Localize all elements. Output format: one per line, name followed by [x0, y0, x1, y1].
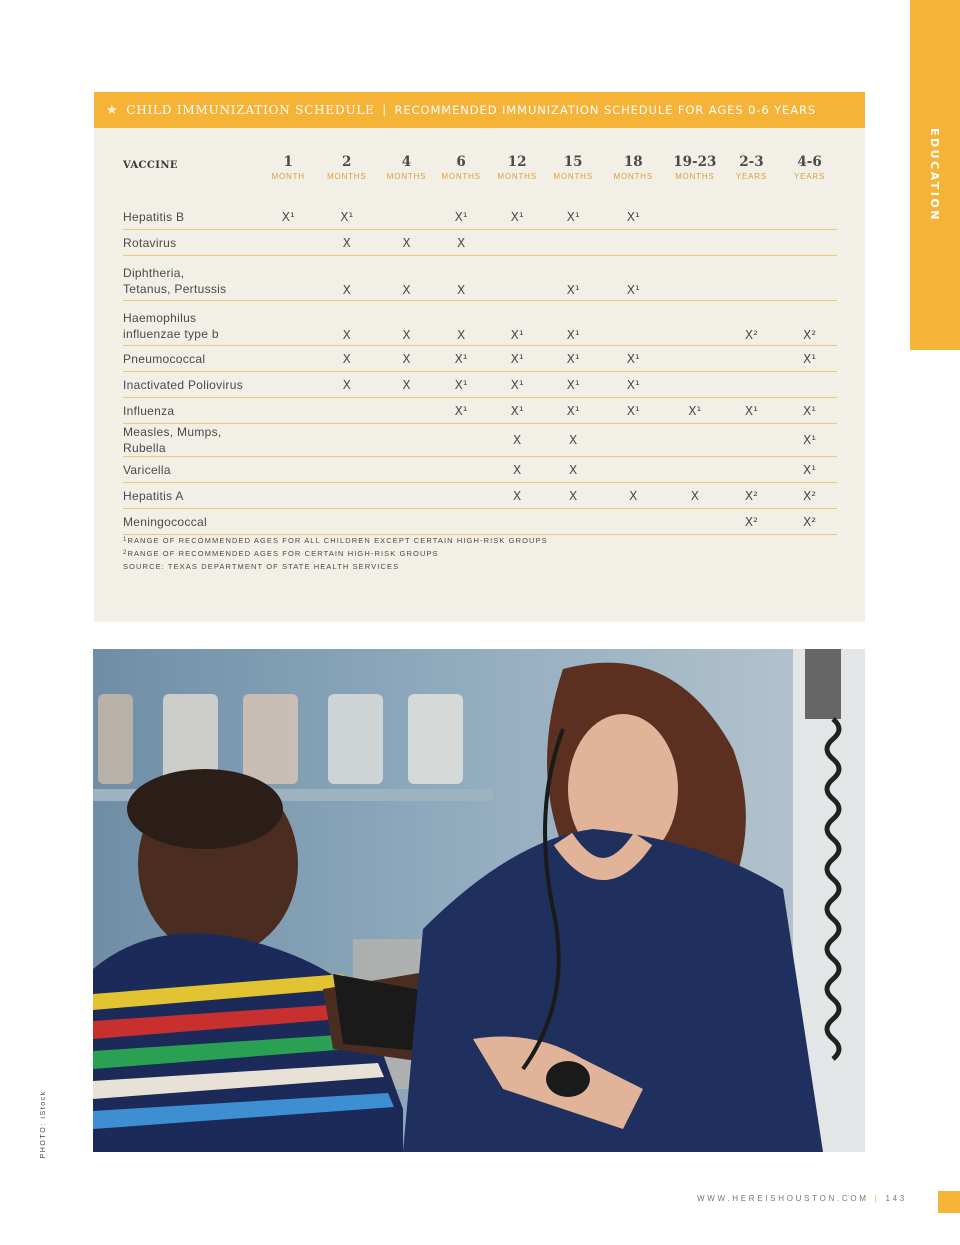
schedule-cell: X [376, 372, 436, 398]
schedule-cell: X [317, 256, 376, 301]
schedule-cell: X¹ [721, 398, 782, 424]
schedule-cell: X² [721, 509, 782, 535]
column-unit: MONTH [271, 172, 305, 181]
column-unit: MONTHS [497, 172, 537, 181]
schedule-cell [598, 509, 669, 535]
vaccine-name: Pneumococcal [123, 346, 259, 372]
column-header [376, 154, 436, 204]
schedule-cell [259, 256, 317, 301]
schedule-cell: X¹ [486, 301, 549, 346]
schedule-cell: X¹ [437, 372, 486, 398]
schedule-cell [598, 301, 669, 346]
schedule-cell [259, 372, 317, 398]
column-unit: YEARS [735, 172, 767, 181]
schedule-cell [721, 424, 782, 457]
schedule-cell: X [317, 372, 376, 398]
schedule-cell [376, 483, 436, 509]
table-row [123, 509, 837, 535]
schedule-cell [669, 256, 721, 301]
column-header [598, 154, 669, 204]
photo-illustration [93, 649, 865, 1152]
table-row [123, 230, 837, 256]
column-unit: MONTHS [327, 172, 367, 181]
panel-banner [94, 92, 865, 128]
column-unit: MONTHS [441, 172, 481, 181]
vaccine-name: Hepatitis B [123, 204, 259, 230]
schedule-cell: X¹ [549, 372, 598, 398]
schedule-cell: X [549, 457, 598, 483]
schedule-cell: X² [782, 483, 837, 509]
schedule-cell: X¹ [782, 398, 837, 424]
schedule-cell: X [549, 483, 598, 509]
table-row [123, 398, 837, 424]
schedule-cell [437, 424, 486, 457]
schedule-cell: X [437, 256, 486, 301]
schedule-cell [669, 230, 721, 256]
column-unit: MONTHS [613, 172, 653, 181]
vaccine-name: Measles, Mumps, Rubella [123, 424, 259, 457]
corner-accent [938, 1191, 960, 1213]
schedule-cell: X [669, 483, 721, 509]
column-header [486, 154, 549, 204]
column-age: 6 [456, 154, 466, 170]
schedule-cell [259, 346, 317, 372]
schedule-cell [669, 204, 721, 230]
schedule-cell: X¹ [549, 301, 598, 346]
table-row [123, 483, 837, 509]
vaccine-name: Haemophilus influenzae type b [123, 301, 259, 346]
vaccine-name: Diphtheria, Tetanus, Pertussis [123, 256, 259, 301]
schedule-cell [317, 509, 376, 535]
schedule-cell [376, 204, 436, 230]
schedule-cell [782, 204, 837, 230]
schedule-cell [486, 256, 549, 301]
table-row [123, 372, 837, 398]
vaccine-column-header: VACCINE [123, 160, 178, 171]
schedule-cell [669, 301, 721, 346]
column-header [549, 154, 598, 204]
banner-title: CHILD IMMUNIZATION SCHEDULE [126, 103, 375, 117]
vaccine-name: Varicella [123, 457, 259, 483]
schedule-cell: X¹ [486, 346, 549, 372]
schedule-cell [486, 230, 549, 256]
schedule-cell [376, 509, 436, 535]
schedule-cell: X¹ [598, 256, 669, 301]
footnotes [123, 534, 548, 573]
vaccine-name: Meningococcal [123, 509, 259, 535]
column-age: 2 [342, 154, 352, 170]
schedule-cell [549, 509, 598, 535]
schedule-cell: X¹ [782, 346, 837, 372]
schedule-cell: X [549, 424, 598, 457]
schedule-cell [259, 230, 317, 256]
schedule-cell: X [376, 346, 436, 372]
column-header [259, 154, 317, 204]
footer-separator: | [874, 1194, 880, 1203]
schedule-cell: X [486, 483, 549, 509]
schedule-cell: X¹ [549, 346, 598, 372]
schedule-cell: X¹ [549, 256, 598, 301]
column-unit: MONTHS [675, 172, 715, 181]
page-footer [697, 1194, 907, 1203]
schedule-cell [669, 457, 721, 483]
schedule-cell [598, 457, 669, 483]
schedule-cell [721, 256, 782, 301]
vaccine-name: Hepatitis A [123, 483, 259, 509]
schedule-cell [669, 509, 721, 535]
schedule-cell: X¹ [549, 398, 598, 424]
section-label: EDUCATION [928, 128, 941, 222]
schedule-cell [317, 483, 376, 509]
schedule-cell: X [437, 230, 486, 256]
schedule-cell [782, 256, 837, 301]
schedule-cell: X [598, 483, 669, 509]
schedule-cell: X² [782, 509, 837, 535]
schedule-cell [721, 204, 782, 230]
column-header [782, 154, 837, 204]
column-age: 19-23 [673, 154, 717, 170]
schedule-cell: X¹ [486, 372, 549, 398]
column-age: 15 [563, 154, 583, 170]
column-age: 2-3 [739, 154, 764, 170]
vaccine-name: Rotavirus [123, 230, 259, 256]
schedule-cell [376, 398, 436, 424]
schedule-cell: X [376, 256, 436, 301]
schedule-cell: X¹ [598, 204, 669, 230]
nurse-photo [93, 649, 865, 1152]
table-row [123, 256, 837, 301]
schedule-cell [721, 372, 782, 398]
schedule-cell: X¹ [437, 204, 486, 230]
column-header [317, 154, 376, 204]
schedule-cell: X¹ [598, 398, 669, 424]
star-icon: ★ [106, 102, 119, 117]
vaccine-name: Inactivated Poliovirus [123, 372, 259, 398]
schedule-cell [721, 230, 782, 256]
column-header [721, 154, 782, 204]
schedule-cell: X¹ [669, 398, 721, 424]
schedule-cell [376, 424, 436, 457]
immunization-panel [94, 92, 865, 622]
table-row [123, 204, 837, 230]
schedule-cell: X² [782, 301, 837, 346]
schedule-cell: X¹ [486, 204, 549, 230]
column-age: 4-6 [797, 154, 822, 170]
vaccine-name: Influenza [123, 398, 259, 424]
column-unit: YEARS [793, 172, 826, 181]
schedule-cell: X¹ [782, 424, 837, 457]
column-unit: MONTHS [386, 172, 427, 181]
table-row [123, 301, 837, 346]
schedule-cell: X [317, 230, 376, 256]
schedule-cell [259, 483, 317, 509]
schedule-cell [782, 230, 837, 256]
page-number: 143 [885, 1194, 907, 1203]
column-age: 4 [401, 154, 412, 170]
schedule-cell [317, 398, 376, 424]
schedule-cell: X¹ [437, 398, 486, 424]
schedule-cell [259, 457, 317, 483]
schedule-cell [376, 457, 436, 483]
column-age: 12 [507, 154, 527, 170]
schedule-cell: X [486, 457, 549, 483]
schedule-cell [259, 424, 317, 457]
schedule-cell [259, 398, 317, 424]
schedule-cell: X [317, 346, 376, 372]
footer-url[interactable]: WWW.HEREISHOUSTON.COM [697, 1194, 869, 1203]
schedule-cell [669, 346, 721, 372]
schedule-cell: X¹ [259, 204, 317, 230]
schedule-cell: X¹ [598, 346, 669, 372]
schedule-cell: X [317, 301, 376, 346]
table-row [123, 457, 837, 483]
photo-credit: PHOTO: iStock [40, 1090, 47, 1159]
column-unit: MONTHS [553, 172, 593, 181]
schedule-cell [721, 346, 782, 372]
schedule-cell [437, 483, 486, 509]
table-header-row [123, 154, 837, 204]
column-header [669, 154, 721, 204]
schedule-cell [598, 230, 669, 256]
schedule-cell: X [376, 301, 436, 346]
footnote-2: $^2$RANGE OF RECOMMENDED AGES FOR CERTAIN HIGH-RISK GROUPS [123, 549, 439, 558]
schedule-cell [486, 509, 549, 535]
schedule-cell [598, 424, 669, 457]
schedule-cell [782, 372, 837, 398]
schedule-cell: X [437, 301, 486, 346]
source-note: SOURCE: TEXAS DEPARTMENT OF STATE HEALTH SERVICES [123, 562, 400, 571]
schedule-cell [259, 301, 317, 346]
column-age: 1 [283, 154, 293, 170]
banner-separator: | [382, 103, 387, 117]
schedule-cell [669, 372, 721, 398]
schedule-cell [721, 457, 782, 483]
schedule-cell [317, 424, 376, 457]
immunization-table [123, 154, 837, 535]
schedule-cell [259, 509, 317, 535]
footnote-1: $^1$RANGE OF RECOMMENDED AGES FOR ALL CHILDREN EXCEPT CERTAIN HIGH-RISK GROUPS [123, 536, 548, 545]
schedule-cell [549, 230, 598, 256]
schedule-cell: X² [721, 483, 782, 509]
schedule-cell: X¹ [549, 204, 598, 230]
column-header [437, 154, 486, 204]
schedule-cell [437, 509, 486, 535]
schedule-cell: X² [721, 301, 782, 346]
schedule-cell: X¹ [782, 457, 837, 483]
schedule-cell [437, 457, 486, 483]
schedule-cell: X [486, 424, 549, 457]
schedule-cell: X¹ [486, 398, 549, 424]
table-row [123, 346, 837, 372]
schedule-cell: X¹ [317, 204, 376, 230]
column-age: 18 [623, 154, 643, 170]
schedule-cell [669, 424, 721, 457]
schedule-cell: X [376, 230, 436, 256]
schedule-cell: X¹ [437, 346, 486, 372]
banner-subtitle: RECOMMENDED IMMUNIZATION SCHEDULE FOR AGES 0-6 YEARS [394, 103, 817, 117]
schedule-cell: X¹ [598, 372, 669, 398]
schedule-cell [317, 457, 376, 483]
table-row [123, 424, 837, 457]
